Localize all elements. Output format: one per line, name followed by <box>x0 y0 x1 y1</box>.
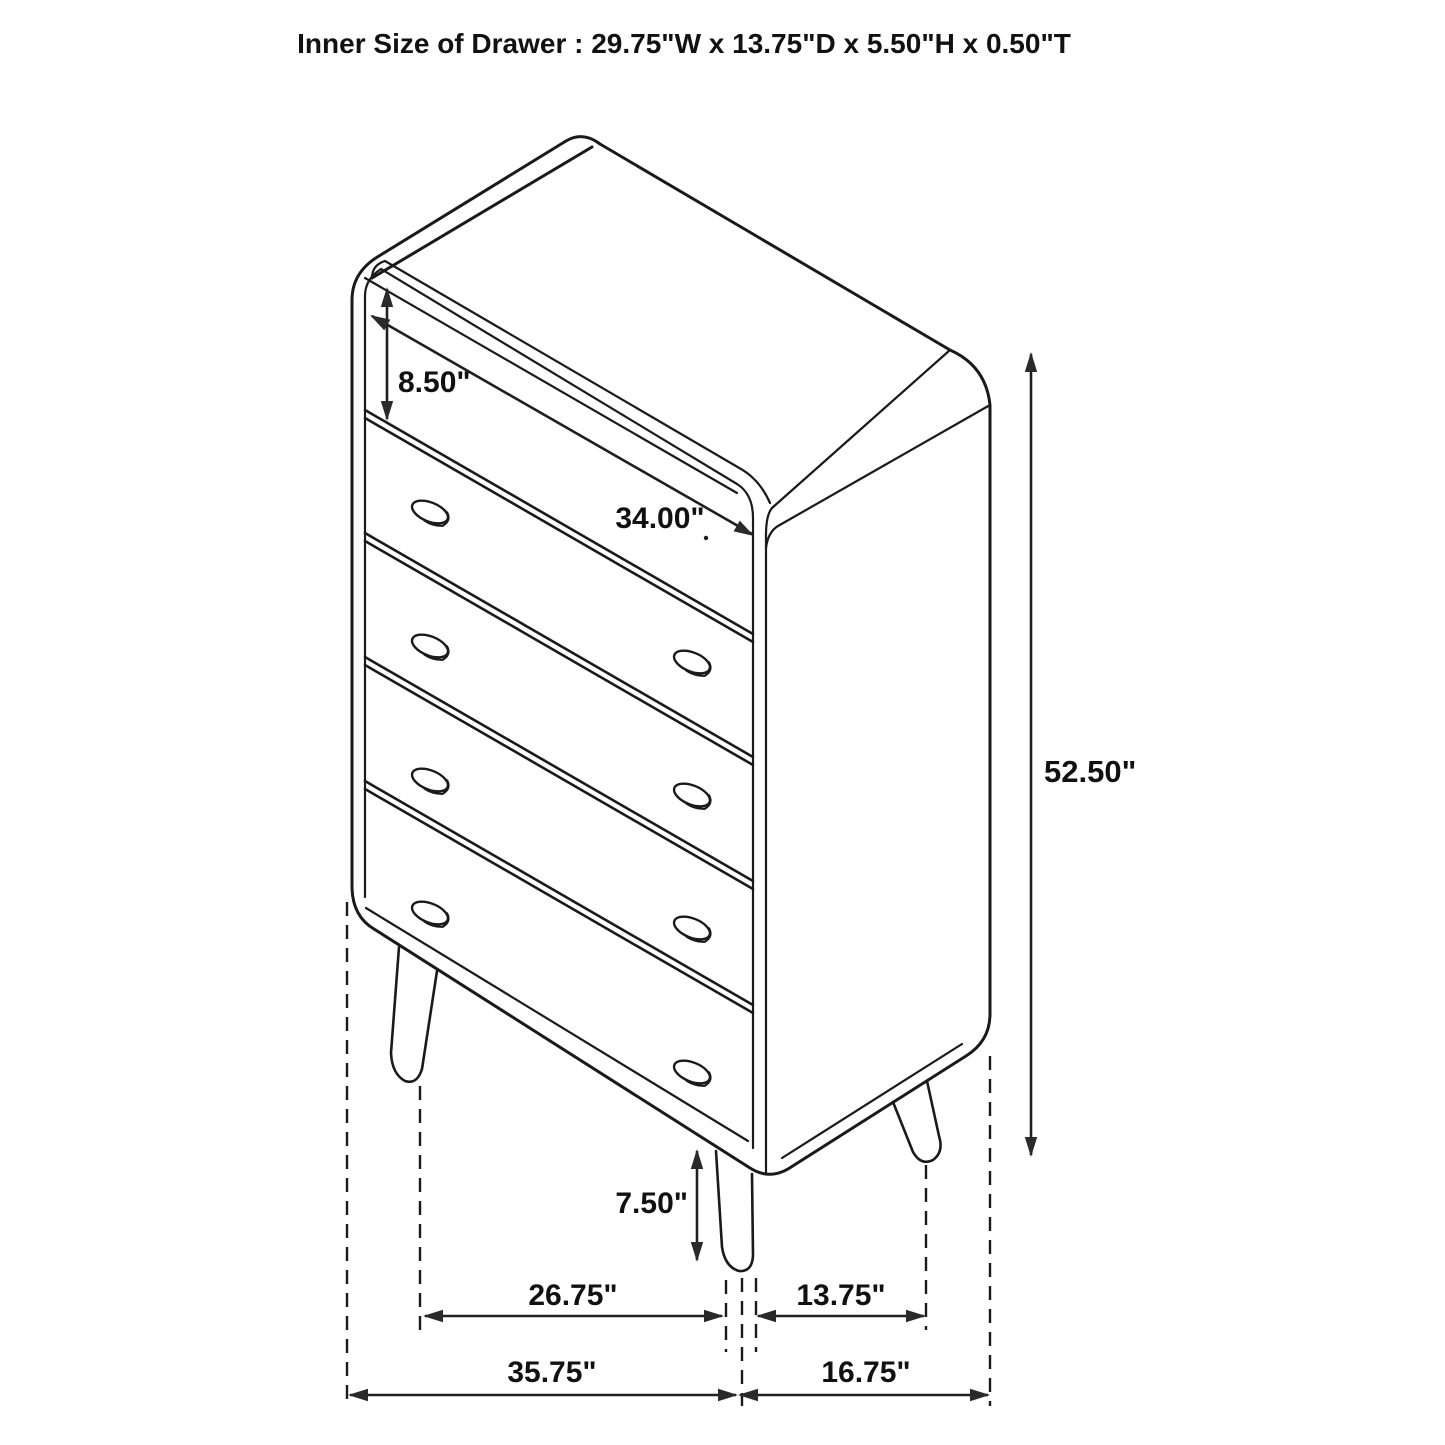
dim-overall-width-label: 35.75" <box>507 1356 597 1389</box>
stray-dot <box>704 536 708 540</box>
dim-overall-height-label: 52.50" <box>1044 754 1137 789</box>
dim-leg-height-label: 7.50" <box>615 1187 688 1220</box>
dim-top-drawer-height-label: 8.50" <box>398 366 471 399</box>
dim-top-width-label: 34.00" <box>615 502 705 535</box>
dim-overall-depth-label: 16.75" <box>821 1356 911 1389</box>
diagram-title: Inner Size of Drawer : 29.75"W x 13.75"D x 5.50"H x 0.50"T <box>297 28 1071 59</box>
dim-front-leg-spacing-label: 26.75" <box>528 1279 618 1312</box>
dim-side-leg-spacing-label: 13.75" <box>796 1279 886 1312</box>
